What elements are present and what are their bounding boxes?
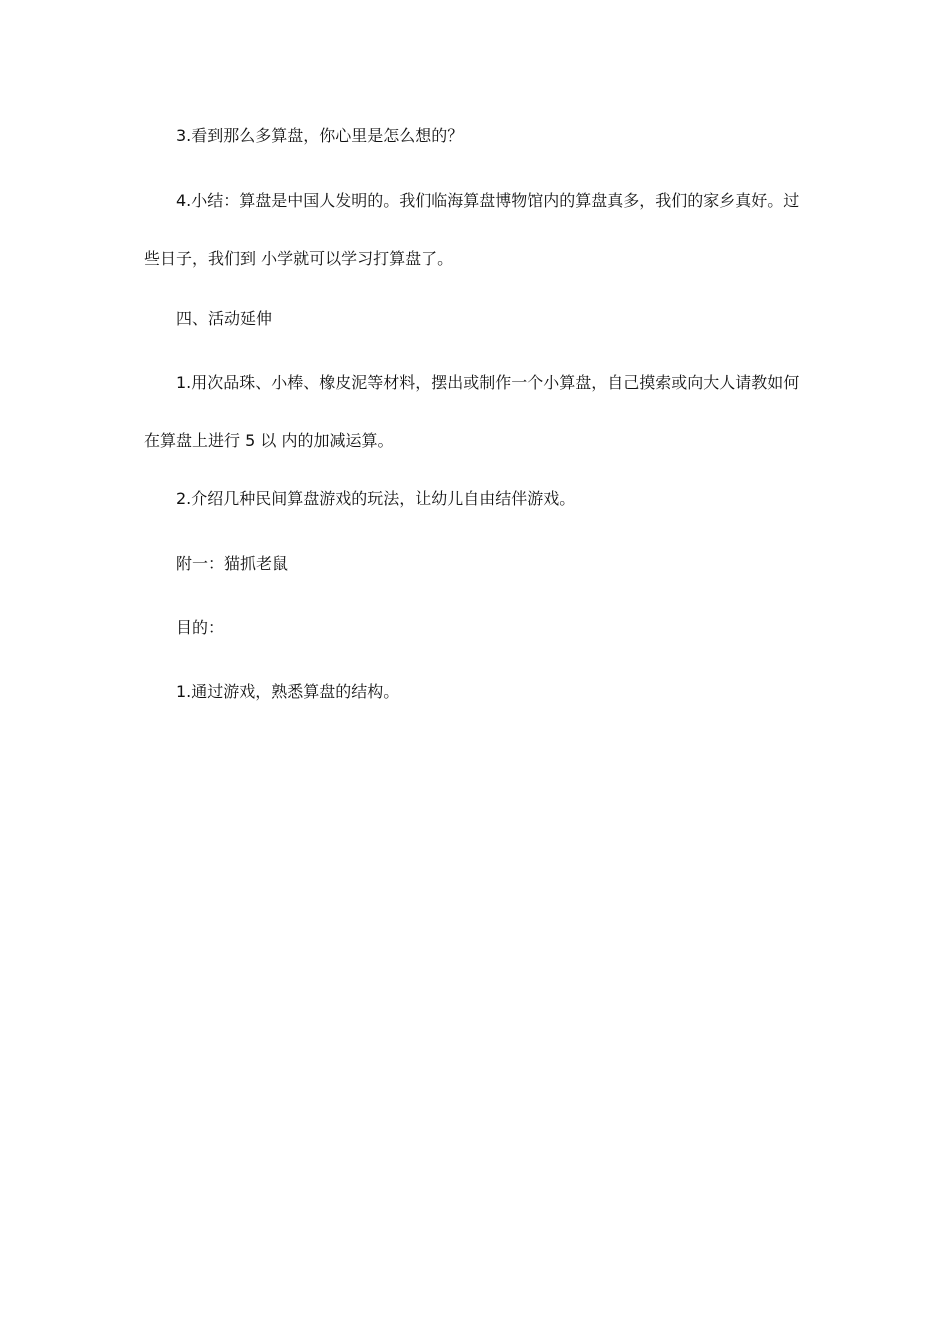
text-line: 四、活动延伸 bbox=[176, 309, 273, 328]
paragraph-extension-2 bbox=[144, 470, 810, 528]
paragraph-extension-1 bbox=[144, 354, 810, 470]
paragraph-purpose-1 bbox=[144, 663, 810, 721]
text-line: 2.介绍几种民间算盘游戏的玩法，让幼儿自由结伴游戏。 bbox=[176, 489, 576, 508]
purpose-heading bbox=[144, 599, 810, 657]
text-line: 1.用次品珠、小棒、橡皮泥等材料，摆出或制作一个小算盘，自己摸索或向大人请教如何 bbox=[176, 373, 800, 392]
text-line: 3.看到那么多算盘，你心里是怎么想的？ bbox=[176, 126, 464, 145]
text-line: 4.小结：算盘是中国人发明的。我们临海算盘博物馆内的算盘真多，我们的家乡真好。过 bbox=[176, 191, 800, 210]
text-line: 在算盘上进行 5 以 内的加减运算。 bbox=[144, 431, 394, 450]
text-line: 目的： bbox=[176, 618, 225, 637]
paragraph-summary-4 bbox=[144, 172, 810, 288]
text-line: 1.通过游戏，熟悉算盘的结构。 bbox=[176, 682, 400, 701]
paragraph-question-3 bbox=[144, 107, 810, 165]
appendix-heading bbox=[144, 535, 810, 593]
text-line: 附一：猫抓老鼠 bbox=[176, 554, 289, 573]
section-heading-activity-extension bbox=[144, 290, 810, 348]
text-line: 些日子，我们到 小学就可以学习打算盘了。 bbox=[144, 249, 454, 268]
